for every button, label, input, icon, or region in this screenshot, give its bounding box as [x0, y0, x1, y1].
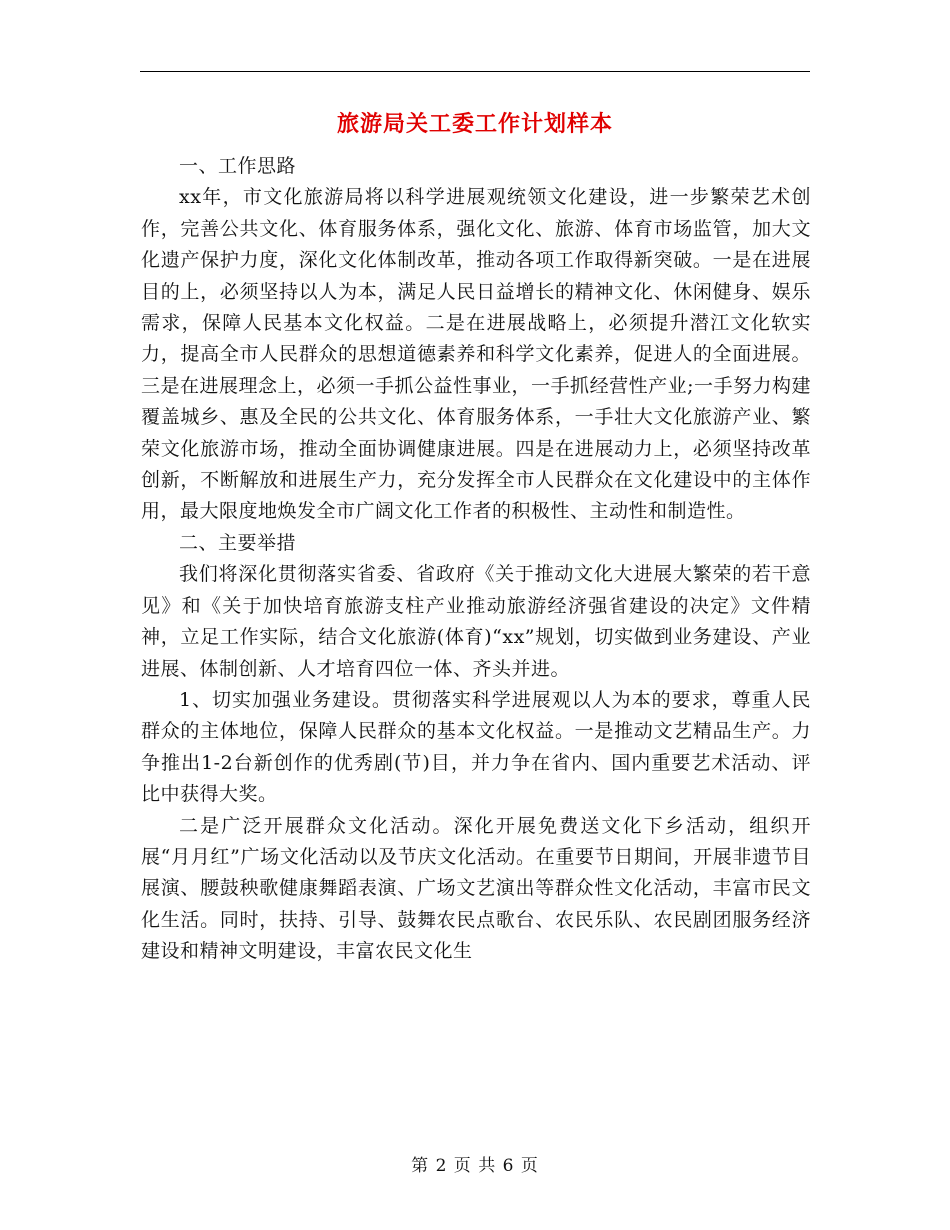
page-number-footer: 第 2 页 共 6 页 [411, 1156, 539, 1176]
header-rule [140, 71, 810, 72]
paragraph-main-measures: 我们将深化贯彻落实省委、省政府《关于推动文化大进展大繁荣的若干意见》和《关于加快培育旅游支柱产业推动旅游经济强省建设的决定》文件精神，立足工作实际，结合文化旅游(体育)“xx”规划，切实做到业务建设、产业进展、体制创新、人才培育四位一体、齐头并进。 [141, 563, 811, 680]
document-body [141, 151, 811, 968]
section-heading-1: 一、工作思路 [179, 155, 297, 177]
paragraph-work-ideas: xx年，市文化旅游局将以科学进展观统领文化建设，进一步繁荣艺术创作，完善公共文化、体育服务体系，强化文化、旅游、体育市场监管，加大文化遗产保护力度，深化文化体制改革，推动各项工作取得新突破。一是在进展目的上，必须坚持以人为本，满足人民日益增长的精神文化、休闲健身、娱乐需求，保障人民基本文化权益。二是在进展战略上，必须提升潜江文化软实力，提高全市人民群众的思想道德素养和科学文化素养，促进人的全面进展。三是在进展理念上，必须一手抓公益性事业，一手抓经营性产业;一手努力构建覆盖城乡、惠及全民的公共文化、体育服务体系，一手壮大文化旅游产业、繁荣文化旅游市场，推动全面协调健康进展。四是在进展动力上，必须坚持改革创新，不断解放和进展生产力，充分发挥全市人民群众在文化建设中的主体作用，最大限度地焕发全市广阔文化工作者的积极性、主动性和制造性。 [141, 186, 811, 523]
section-heading-2: 二、主要举措 [179, 531, 297, 554]
document-title: 旅游局关工委工作计划样本 [336, 111, 613, 137]
paragraph-business-building: 1、切实加强业务建设。贯彻落实科学进展观以人为本的要求，尊重人民群众的主体地位，保障人民群众的基本文化权益。一是推动文艺精品生产。力争推出1-2台新创作的优秀剧(节)目，并力争在省内、国内重要艺术活动、评比中获得大奖。 [141, 688, 811, 806]
paragraph-mass-culture: 二是广泛开展群众文化活动。深化开展免费送文化下乡活动，组织开展“月月红”广场文化活动以及节庆文化活动。在重要节日期间，开展非遗节目展演、腰鼓秧歌健康舞蹈表演、广场文艺演出等群众性文化活动，丰富市民文化生活。同时，扶持、引导、鼓舞农民点歌台、农民乐队、农民剧团服务经济建设和精神文明建设，丰富农民文化生 [141, 814, 811, 963]
